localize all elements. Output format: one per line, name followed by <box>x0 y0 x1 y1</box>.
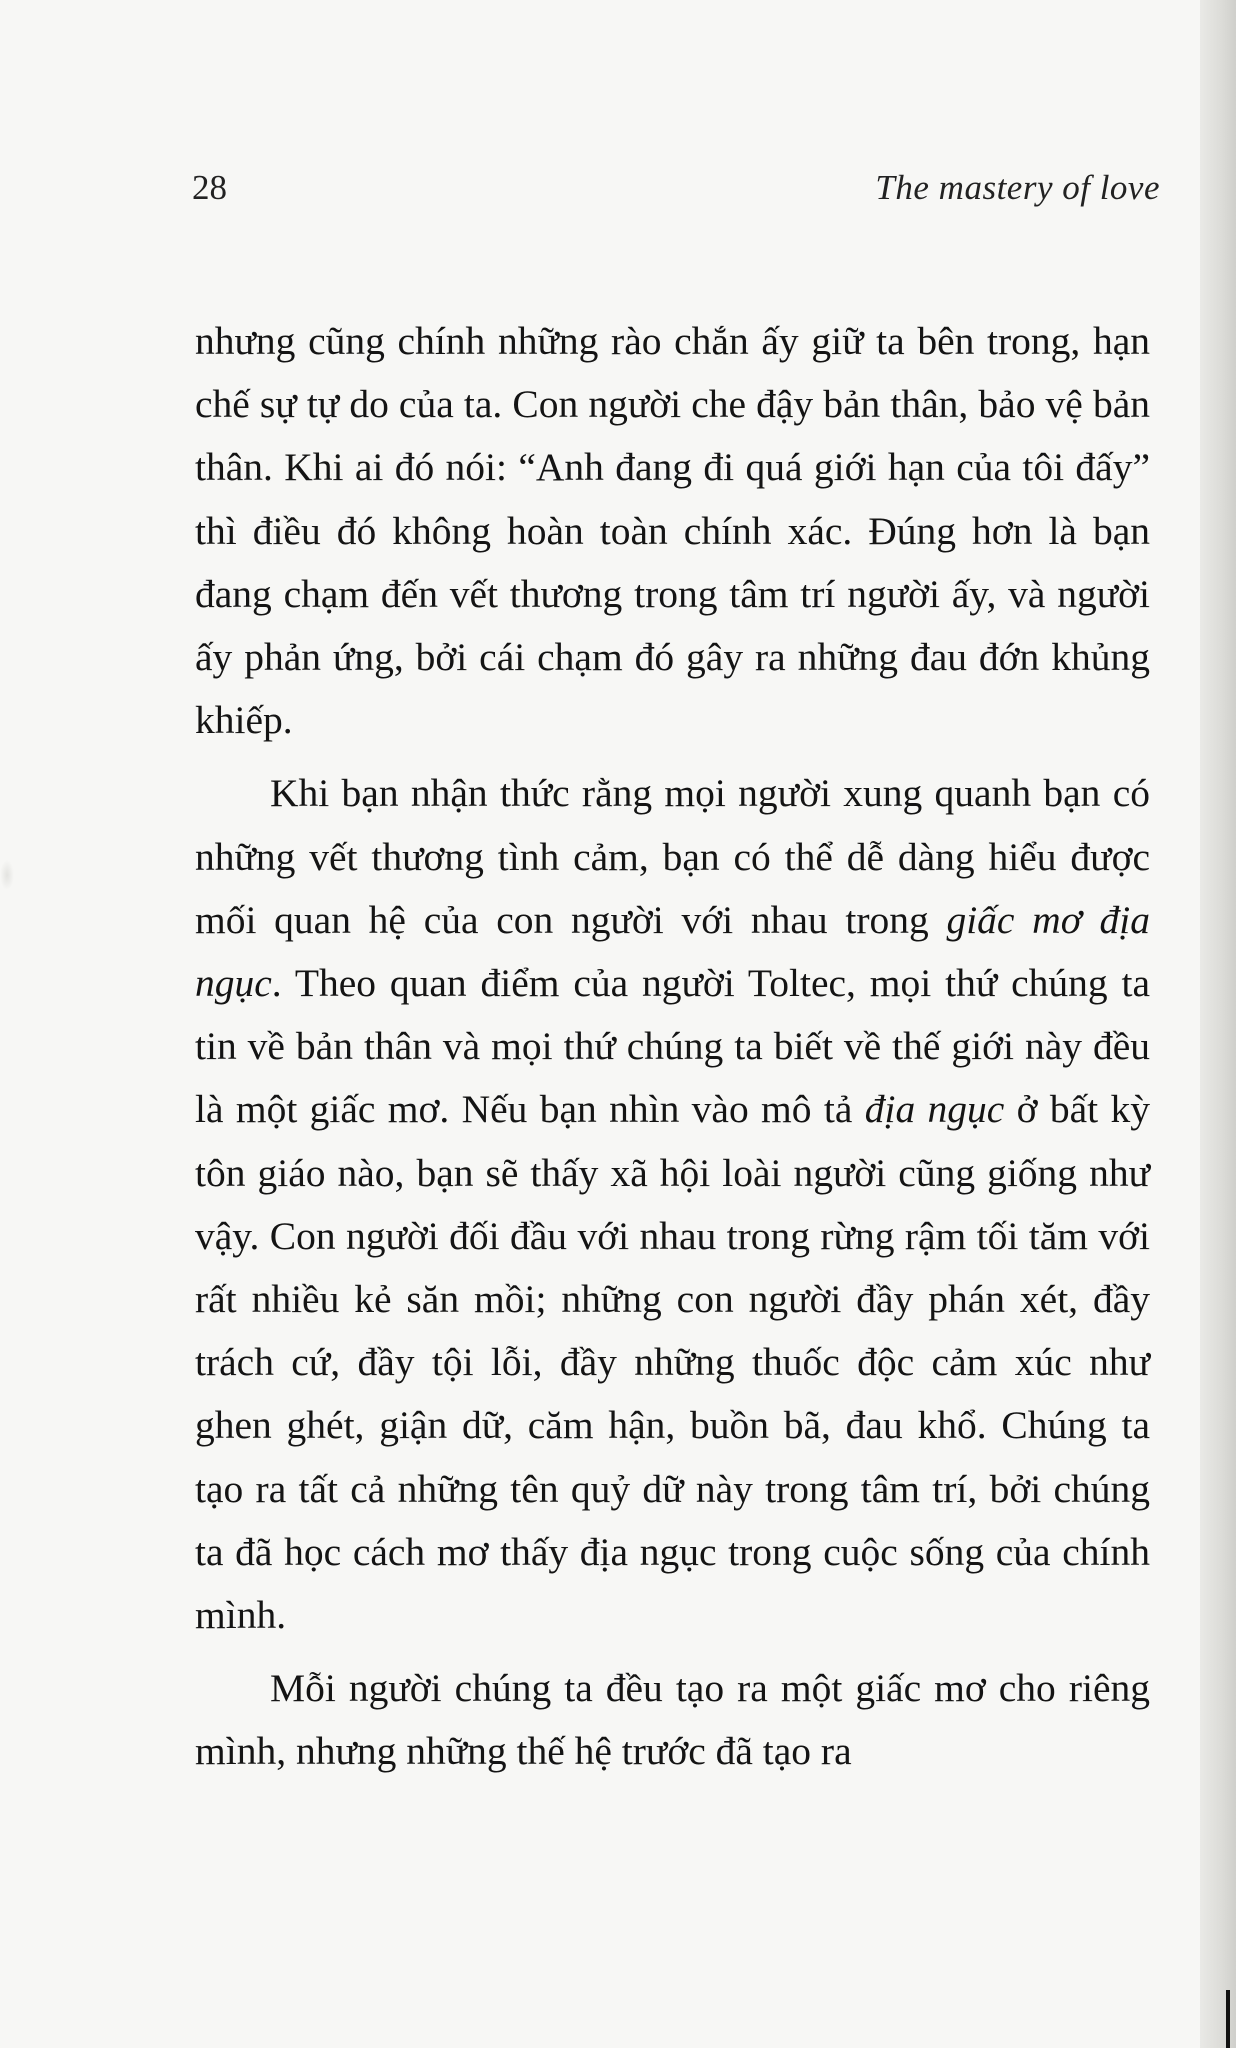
paragraph-2-italic-a: giấc mơ địa ngục <box>195 897 1150 1006</box>
paragraph-1 <box>195 310 1150 752</box>
paragraph-2-italic-b: địa ngục <box>864 1087 1005 1132</box>
paragraph-2 <box>195 762 1150 1647</box>
paragraph-2-text-a: Khi bạn nhận thức rằng mọi người xung quanh bạn có những vết thương tình cảm, bạn có thể dễ dàng hiểu được mối quan hệ của con người với nhau trong <box>195 771 1150 942</box>
paragraph-1-text: nhưng cũng chính những rào chắn ấy giữ ta bên trong, hạn chế sự tự do của ta. Con người che đậy bản thân, bảo vệ bản thân. Khi ai đó nói: “Anh đang đi quá giới hạn của tôi đấy” thì điều đó không hoàn toàn chính xác. Đúng hơn là bạn đang chạm đến vết thương trong tâm trí người ấy, và người ấy phản ứng, bởi cái chạm đó gây ra những đau đớn khủng khiếp. <box>195 319 1150 743</box>
paragraph-3 <box>195 1657 1150 1783</box>
page-header <box>0 168 1200 218</box>
paragraph-2-text-c: ở bất kỳ tôn giáo nào, bạn sẽ thấy xã hội loài người cũng giống như vậy. Con người đối đầu với nhau trong rừng rậm tối tăm với rất nhiều kẻ săn mồi; những con người đầy phán xét, đầy trách cứ, đầy tội lỗi, đầy những thuốc độc cảm xúc như ghen ghét, giận dữ, căm hận, buồn bã, đau khổ. Chúng ta tạo ra tất cả những tên quỷ dữ này trong tâm trí, bởi chúng ta đã học cách mơ thấy địa ngục trong cuộc sống của chính mình. <box>195 1087 1150 1638</box>
paragraph-2-text-b: . Theo quan điểm của người Toltec, mọi thứ chúng ta tin về bản thân và mọi thứ chúng ta biết về thế giới này đều là một giấc mơ. Nếu bạn nhìn vào mô tả <box>195 961 1150 1132</box>
body-text <box>195 310 1150 1784</box>
page-edge <box>1200 0 1236 2048</box>
page-number: 28 <box>192 168 227 207</box>
spine-mark <box>1226 1990 1230 2048</box>
running-title: The mastery of love <box>875 168 1160 207</box>
paragraph-3-text: Mỗi người chúng ta đều tạo ra một giấc mơ cho riêng mình, nhưng những thế hệ trước đã tạo ra <box>195 1666 1150 1774</box>
page-smudge <box>0 860 14 890</box>
